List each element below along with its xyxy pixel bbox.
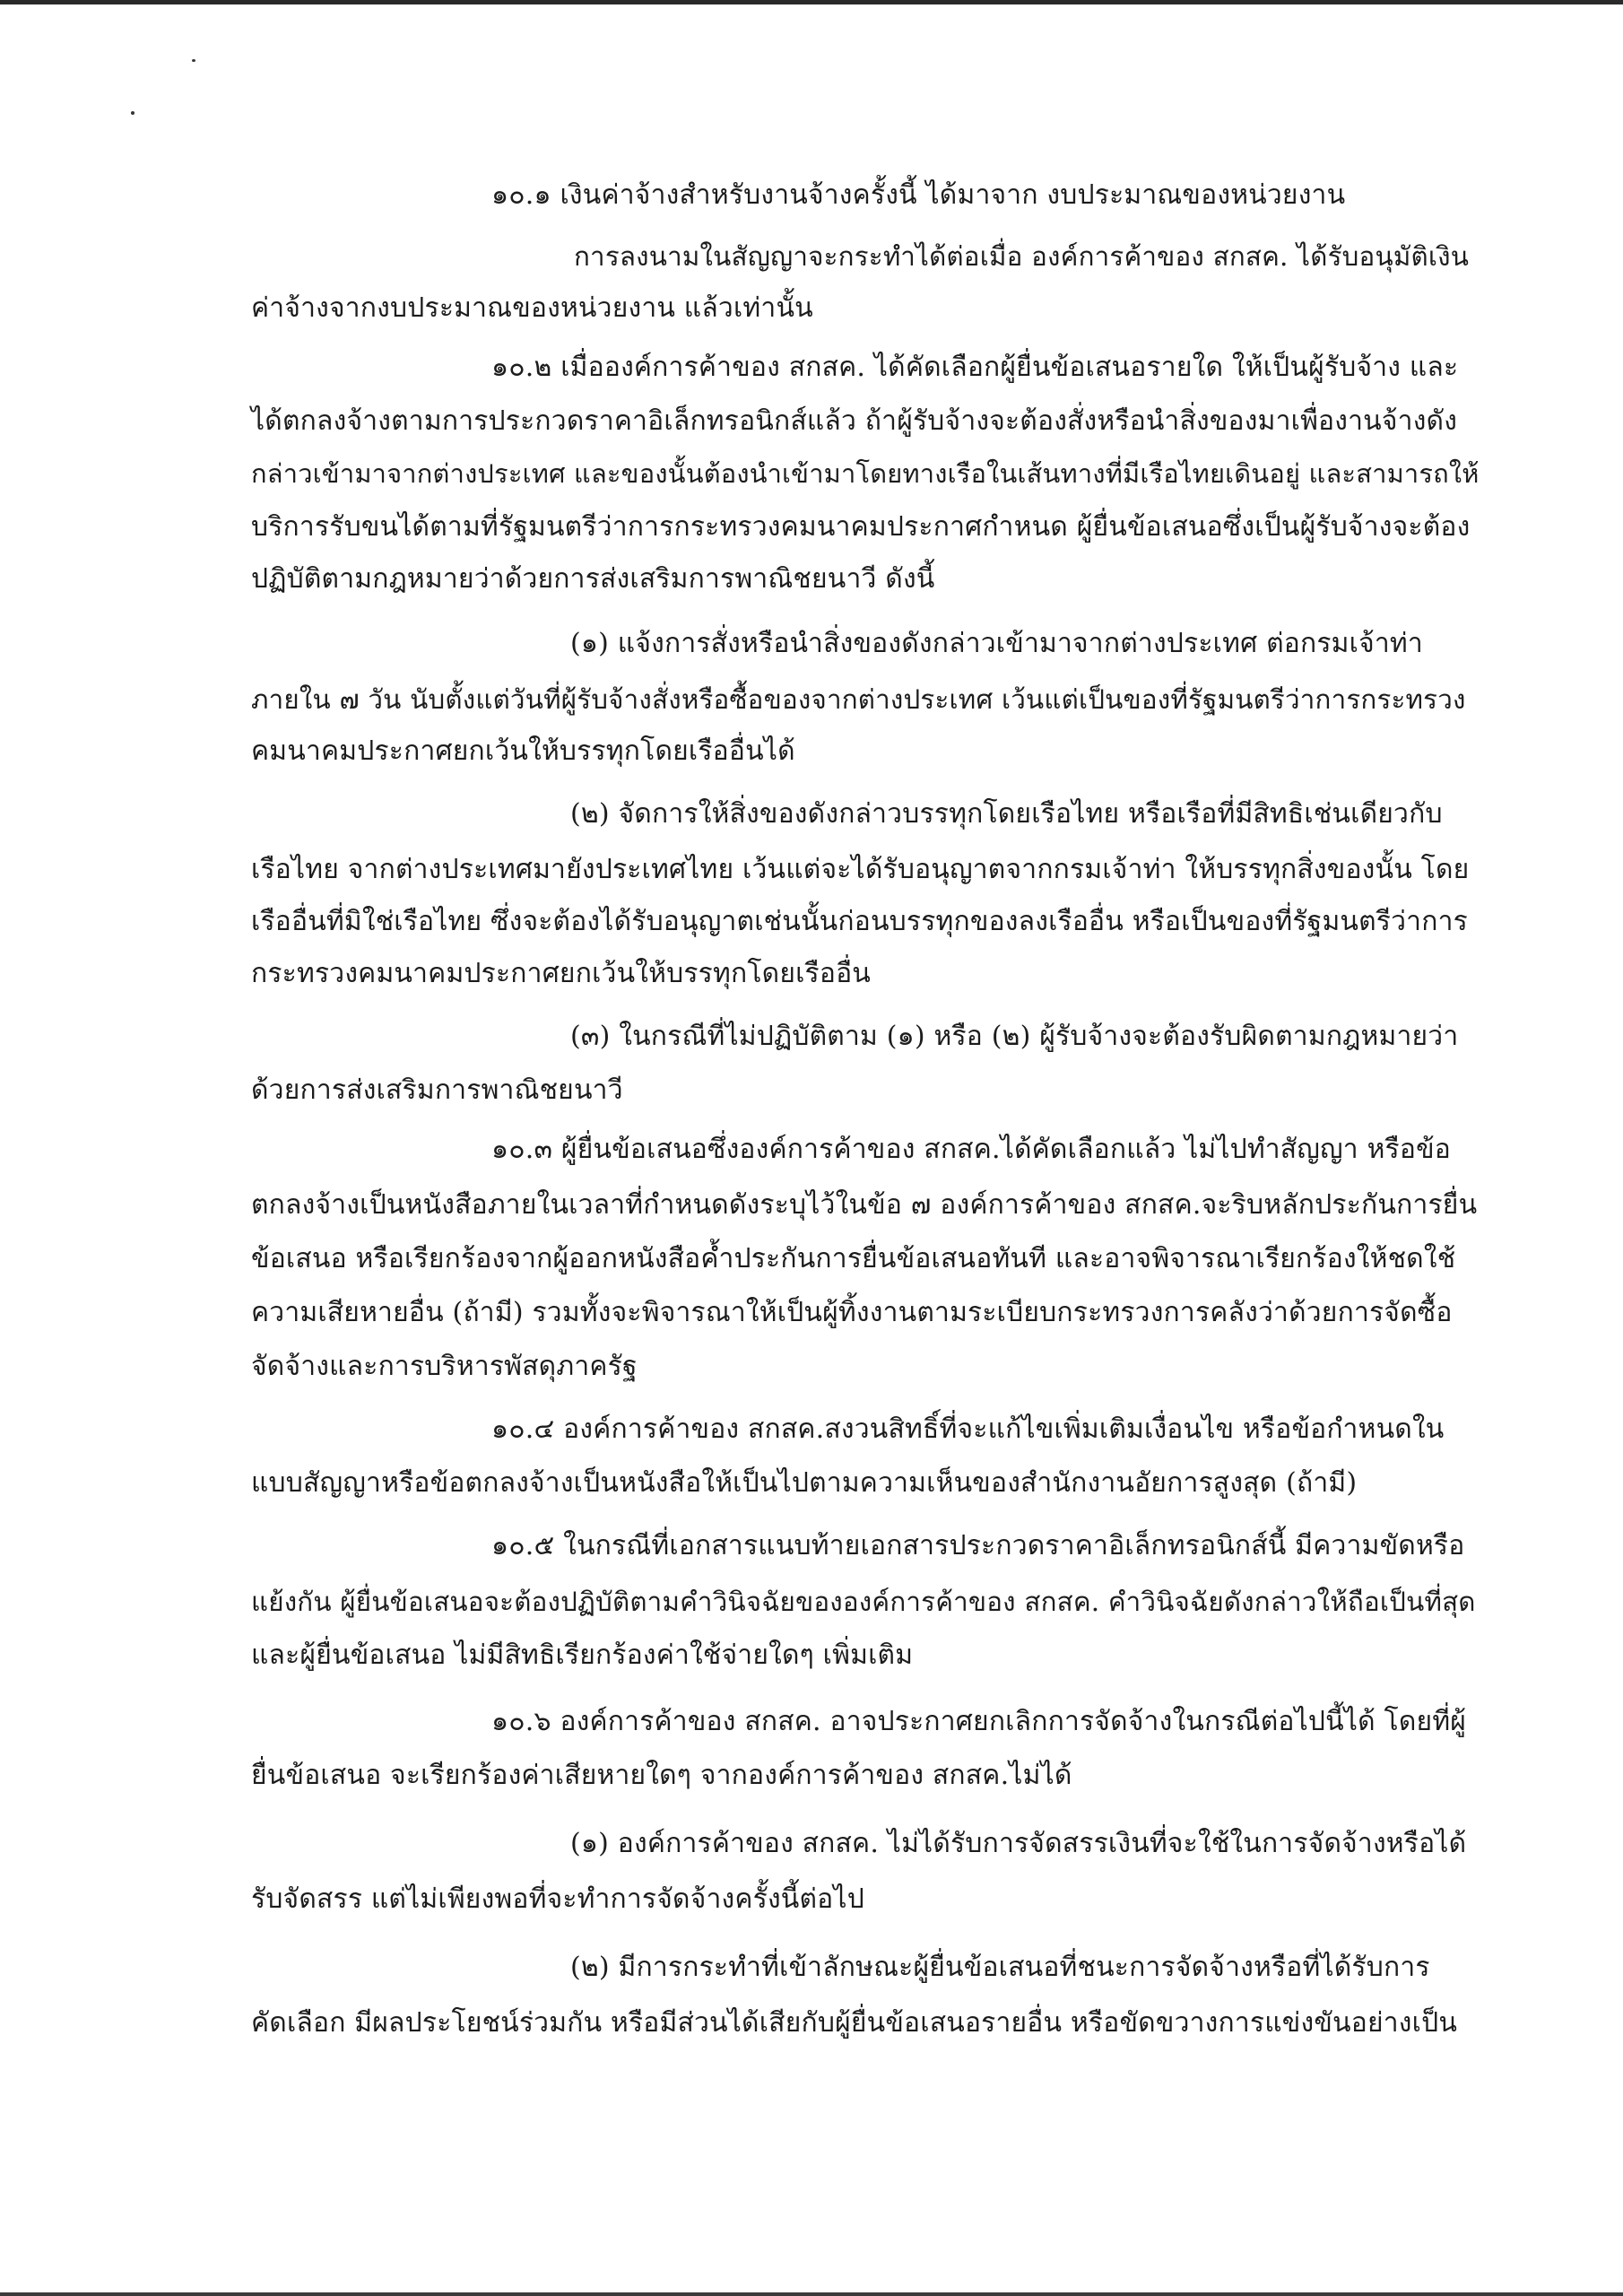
text-line: กล่าวเข้ามาจากต่างประเทศ และของนั้นต้องนำเข้ามาโดยทางเรือในเส้นทางที่มีเรือไทยเดินอยู่ และสามารถให้ bbox=[251, 458, 1480, 489]
text-line: (๒) จัดการให้สิ่งของดังกล่าวบรรทุกโดยเรือไทย หรือเรือที่มีสิทธิเช่นเดียวกับ bbox=[570, 798, 1443, 830]
text-line: บริการรับขนได้ตามที่รัฐมนตรีว่าการกระทรวงคมนาคมประกาศกำหนด ผู้ยื่นข้อเสนอซึ่งเป็นผู้รับจ้างจะต้อง bbox=[251, 511, 1471, 543]
text-line: ค่าจ้างจากงบประมาณของหน่วยงาน แล้วเท่านั้น bbox=[251, 292, 813, 324]
text-line: และผู้ยื่นข้อเสนอ ไม่มีสิทธิเรียกร้องค่าใช้จ่ายใดๆ เพิ่มเติม bbox=[251, 1639, 914, 1671]
text-line: คัดเลือก มีผลประโยชน์ร่วมกัน หรือมีส่วนได้เสียกับผู้ยื่นข้อเสนอรายอื่น หรือขัดขวางการแข่งขันอย่างเป็น bbox=[251, 2007, 1458, 2039]
text-line: ๑๐.๑ เงินค่าจ้างสำหรับงานจ้างครั้งนี้ ได้มาจาก งบประมาณของหน่วยงาน bbox=[491, 179, 1346, 211]
text-line: เรือไทย จากต่างประเทศมายังประเทศไทย เว้นแต่จะได้รับอนุญาตจากกรมเจ้าท่า ให้บรรทุกสิ่งของนั้น โดย bbox=[251, 854, 1470, 885]
text-line: ๑๐.๒ เมื่อองค์การค้าของ สกสค. ได้คัดเลือกผู้ยื่นข้อเสนอรายใด ให้เป็นผู้รับจ้าง และ bbox=[491, 352, 1459, 383]
text-line: (๒) มีการกระทำที่เข้าลักษณะผู้ยื่นข้อเสนอที่ชนะการจัดจ้างหรือที่ได้รับการ bbox=[570, 1952, 1430, 1983]
text-line: ข้อเสนอ หรือเรียกร้องจากผู้ออกหนังสือค้ำประกันการยื่นข้อเสนอทันที และอาจพิจารณาเรียกร้องให้ชดใช้ bbox=[251, 1243, 1456, 1274]
text-line: แบบสัญญาหรือข้อตกลงจ้างเป็นหนังสือให้เป็นไปตามความเห็นของสำนักงานอัยการสูงสุด (ถ้ามี) bbox=[251, 1467, 1358, 1499]
text-line: ๑๐.๖ องค์การค้าของ สกสค. อาจประกาศยกเลิกการจัดจ้างในกรณีต่อไปนี้ได้ โดยที่ผู้ bbox=[491, 1706, 1467, 1737]
text-line: ภายใน ๗ วัน นับตั้งแต่วันที่ผู้รับจ้างสั่งหรือซื้อของจากต่างประเทศ เว้นแต่เป็นของที่รัฐมนตรีว่าการกระทรวง bbox=[251, 684, 1466, 715]
scan-bottom-edge bbox=[0, 2292, 1623, 2296]
text-line: (๑) องค์การค้าของ สกสค. ไม่ได้รับการจัดสรรเงินที่จะใช้ในการจัดจ้างหรือได้ bbox=[570, 1828, 1467, 1859]
text-line: คมนาคมประกาศยกเว้นให้บรรทุกโดยเรืออื่นได้ bbox=[251, 735, 795, 767]
text-line: ตกลงจ้างเป็นหนังสือภายในเวลาที่กำหนดดังระบุไว้ในข้อ ๗ องค์การค้าของ สกสค.จะริบหลักประกันการยื่น bbox=[251, 1189, 1478, 1221]
text-line: กระทรวงคมนาคมประกาศยกเว้นให้บรรทุกโดยเรืออื่น bbox=[251, 958, 872, 989]
text-line: ปฏิบัติตามกฎหมายว่าด้วยการส่งเสริมการพาณิชยนาวี ดังนี้ bbox=[251, 563, 935, 595]
text-line: ๑๐.๕ ในกรณีที่เอกสารแนบท้ายเอกสารประกวดราคาอิเล็กทรอนิกส์นี้ มีความขัดหรือ bbox=[491, 1530, 1465, 1561]
text-line: (๑) แจ้งการสั่งหรือนำสิ่งของดังกล่าวเข้ามาจากต่างประเทศ ต่อกรมเจ้าท่า bbox=[570, 628, 1423, 659]
text-line: จัดจ้างและการบริหารพัสดุภาครัฐ bbox=[251, 1351, 638, 1382]
text-line: ด้วยการส่งเสริมการพาณิชยนาวี bbox=[251, 1074, 623, 1106]
text-line: ได้ตกลงจ้างตามการประกวดราคาอิเล็กทรอนิกส์แล้ว ถ้าผู้รับจ้างจะต้องสั่งหรือนำสิ่งของมาเพื่องานจ้างดัง bbox=[251, 405, 1458, 437]
text-line: แย้งกัน ผู้ยื่นข้อเสนอจะต้องปฏิบัติตามคำวินิจฉัยขององค์การค้าของ สกสค. คำวินิจฉัยดังกล่าวให้ถือเป็นที่สุด bbox=[251, 1587, 1476, 1617]
text-line: เรืออื่นที่มิใช่เรือไทย ซึ่งจะต้องได้รับอนุญาตเช่นนั้นก่อนบรรทุกของลงเรืออื่น หรือเป็นของที่รัฐมนตรีว่าการ bbox=[251, 906, 1468, 937]
text-line: (๓) ในกรณีที่ไม่ปฏิบัติตาม (๑) หรือ (๒) ผู้รับจ้างจะต้องรับผิดตามกฎหมายว่า bbox=[570, 1021, 1459, 1052]
text-line: ๑๐.๓ ผู้ยื่นข้อเสนอซึ่งองค์การค้าของ สกสค.ได้คัดเลือกแล้ว ไม่ไปทำสัญญา หรือข้อ bbox=[491, 1134, 1451, 1165]
text-line: ๑๐.๔ องค์การค้าของ สกสค.สงวนสิทธิ์ที่จะแก้ไขเพิ่มเติมเงื่อนไข หรือข้อกำหนดใน bbox=[491, 1413, 1445, 1445]
text-line: รับจัดสรร แต่ไม่เพียงพอที่จะทำการจัดจ้างครั้งนี้ต่อไป bbox=[251, 1883, 864, 1915]
text-line: ความเสียหายอื่น (ถ้ามี) รวมทั้งจะพิจารณาให้เป็นผู้ทิ้งงานตามระเบียบกระทรวงการคลังว่าด้วยการจัดซื้อ bbox=[251, 1297, 1453, 1328]
text-line: การลงนามในสัญญาจะกระทำได้ต่อเมื่อ องค์การค้าของ สกสค. ได้รับอนุมัติเงิน bbox=[574, 241, 1470, 272]
text-line: ยื่นข้อเสนอ จะเรียกร้องค่าเสียหายใดๆ จากองค์การค้าของ สกสค.ไม่ได้ bbox=[251, 1760, 1072, 1791]
